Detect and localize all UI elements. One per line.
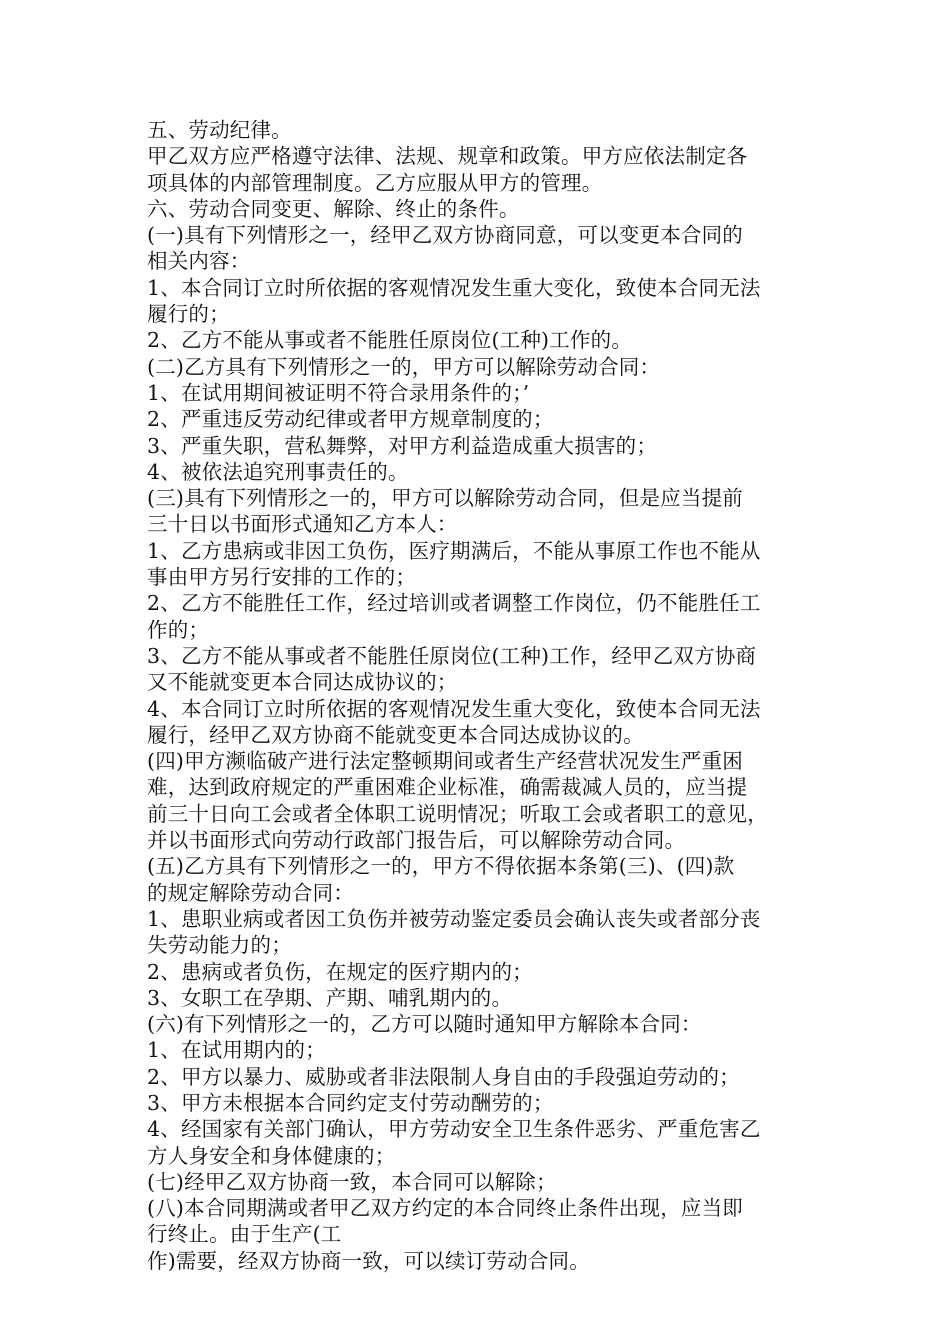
text-line: 1、患职业病或者因工负伤并被劳动鉴定委员会确认丧失或者部分丧 (147, 906, 761, 931)
text-line: 前三十日向工会或者全体职工说明情况；听取工会或者职工的意见， (147, 801, 768, 826)
text-line: 难，达到政府规定的严重困难企业标准，确需裁减人员的，应当提 (147, 775, 748, 800)
text-line: 2、患病或者负伤，在规定的医疗期内的； (147, 959, 533, 984)
text-line: 1、乙方患病或非因工负伤，医疗期满后，不能从事原工作也不能从 (147, 538, 761, 563)
text-line: 行终止。由于生产(工 (147, 1222, 342, 1247)
text-line: 三十日以书面形式通知乙方本人： (147, 512, 458, 537)
text-line: 3、甲方未根据本合同约定支付劳动酬劳的； (147, 1090, 554, 1115)
text-line: 3、严重失职，营私舞弊，对甲方利益造成重大损害的； (147, 433, 658, 458)
text-line: 相关内容： (147, 249, 251, 274)
text-line: 失劳动能力的； (147, 933, 292, 958)
text-line: 1、本合同订立时所依据的客观情况发生重大变化，致使本合同无法 (147, 275, 761, 300)
text-line: 4、被依法追究刑事责任的。 (147, 459, 409, 484)
text-line: 的规定解除劳动合同： (147, 880, 354, 905)
text-line: 并以书面形式向劳动行政部门报告后，可以解除劳动合同。 (147, 828, 686, 853)
text-line: (三)具有下列情形之一的，甲方可以解除劳动合同，但是应当提前 (147, 486, 743, 511)
text-line: (四)甲方濒临破产进行法定整顿期间或者生产经营状况发生严重困 (147, 749, 743, 774)
text-line: 4、本合同订立时所依据的客观情况发生重大变化，致使本合同无法 (147, 696, 761, 721)
text-line: 4、经国家有关部门确认，甲方劳动安全卫生条件恶劣、严重危害乙 (147, 1117, 761, 1142)
text-line: 作的； (147, 617, 210, 642)
text-line: (一)具有下列情形之一，经甲乙双方协商同意，可以变更本合同的 (147, 223, 743, 248)
text-line: 3、乙方不能从事或者不能胜任原岗位(工种)工作，经甲乙双方协商 (147, 643, 757, 668)
text-line: 项具体的内部管理制度。乙方应服从甲方的管理。 (147, 170, 603, 195)
text-line: 2、乙方不能从事或者不能胜任原岗位(工种)工作的。 (147, 328, 633, 353)
text-line: (二)乙方具有下列情形之一的，甲方可以解除劳动合同： (147, 354, 661, 379)
text-line: 2、乙方不能胜任工作，经过培训或者调整工作岗位，仍不能胜任工 (147, 591, 761, 616)
text-line: (五)乙方具有下列情形之一的，甲方不得依据本条第(三)、(四)款 (147, 854, 735, 879)
text-line: 又不能就变更本合同达成协议的； (147, 670, 458, 695)
text-line: 作)需要，经双方协商一致，可以续订劳动合同。 (147, 1248, 590, 1273)
text-line: 1、在试用期内的； (147, 1038, 326, 1063)
text-line: 1、在试用期间被证明不符合录用条件的；’ (147, 380, 530, 405)
text-line: 方人身安全和身体健康的； (147, 1143, 396, 1168)
text-line: 2、严重违反劳动纪律或者甲方规章制度的； (147, 407, 554, 432)
text-line: 事由甲方另行安排的工作的； (147, 565, 417, 590)
text-line: 3、女职工在孕期、产期、哺乳期内的。 (147, 985, 513, 1010)
text-line: 履行的； (147, 302, 230, 327)
text-line: 2、甲方以暴力、威胁或者非法限制人身自由的手段强迫劳动的； (147, 1064, 740, 1089)
text-line: (八)本合同期满或者甲乙双方约定的本合同终止条件出现，应当即 (147, 1196, 743, 1221)
document-body (147, 117, 817, 1274)
text-line: 五、劳动纪律。 (147, 118, 292, 142)
text-line: 六、劳动合同变更、解除、终止的条件。 (147, 196, 520, 221)
text-line: 甲乙双方应严格遵守法律、法规、规章和政策。甲方应依法制定各 (147, 144, 748, 169)
text-line: 履行，经甲乙双方协商不能就变更本合同达成协议的。 (147, 722, 644, 747)
text-line: (六)有下列情形之一的，乙方可以随时通知甲方解除本合同： (147, 1012, 702, 1037)
text-line: (七)经甲乙双方协商一致，本合同可以解除； (147, 1169, 557, 1194)
